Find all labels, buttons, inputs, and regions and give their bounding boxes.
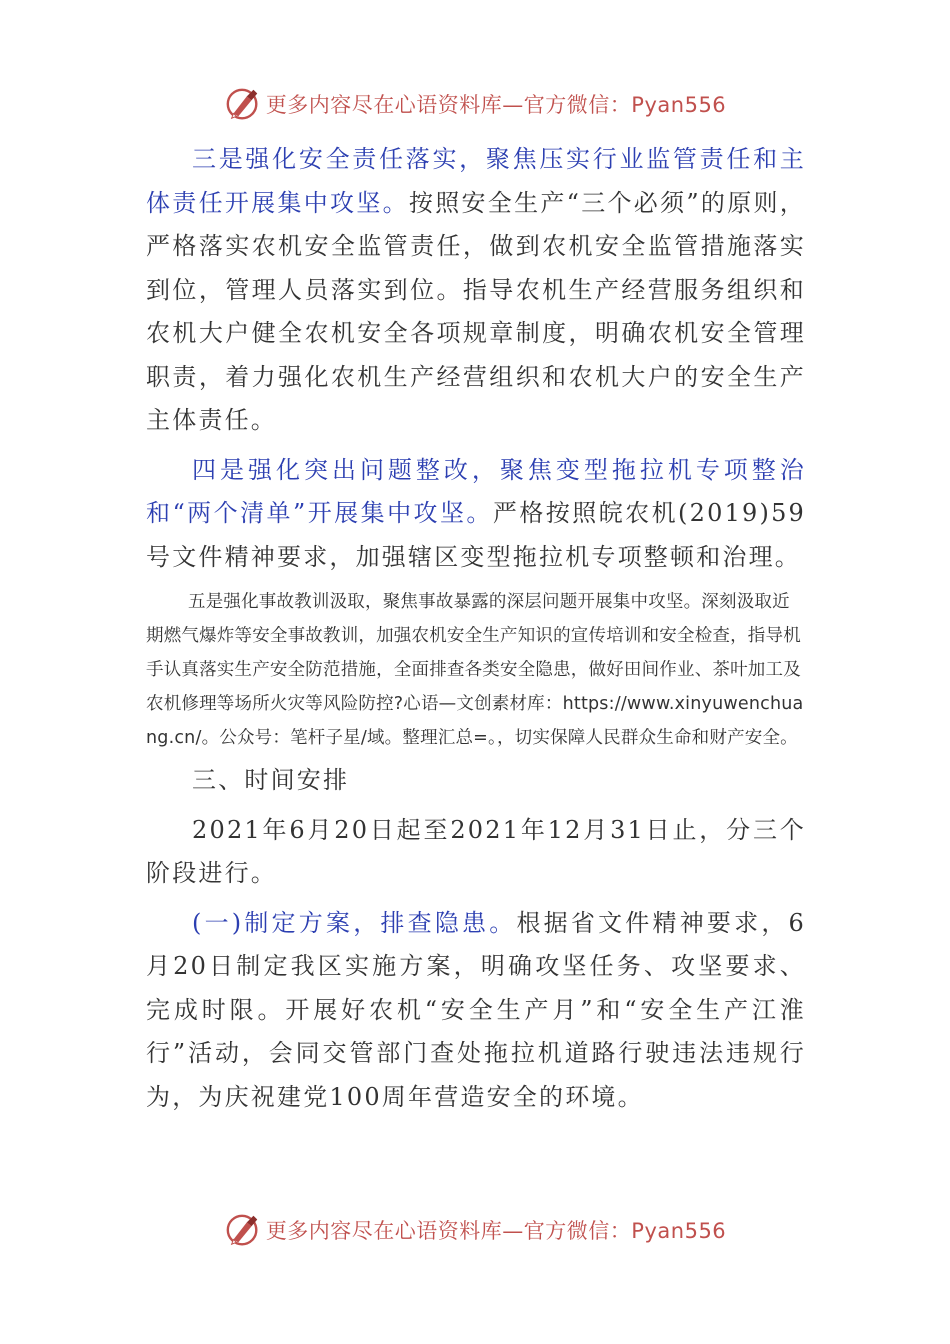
footer-banner: [0, 1210, 950, 1250]
pen-logo-icon: [224, 1211, 262, 1249]
paragraph-text: 严格按照皖农机(2019)59号文件精神要求，加强辖区变型拖拉机专项整顿和治理。: [146, 499, 807, 571]
paragraph-responsibility: [146, 138, 806, 443]
paragraph-stage-one: [146, 902, 806, 1120]
footer-banner-text: 更多内容尽在心语资料库—官方微信：Pyan556: [265, 1219, 727, 1243]
paragraph-text: 按照安全生产“三个必须”的原则，严格落实农机安全监管责任，做到农机安全监管措施落实到位，管理人员落实到位。指导农机生产经营服务组织和农机大户健全农机安全各项规章制度，明确农机安全管理职责，着力强化农机生产经营组织和农机大户的安全生产主体责任。: [146, 188, 806, 434]
paragraph-rectification: [146, 449, 806, 580]
document-body: [146, 138, 806, 1119]
pen-logo-icon: [224, 85, 262, 123]
paragraph-text: 根据省文件精神要求，6月20日制定我区实施方案，明确攻坚任务、攻坚要求、完成时限。开展好农机“安全生产月”和“安全生产江淮行”活动，会同交管部门查处拖拉机道路行驶违法违规行为，为庆祝建党100周年营造安全的环境。: [146, 908, 807, 1111]
paragraph-accident-lessons: 五是强化事故教训汲取，聚焦事故暴露的深层问题开展集中攻坚。深刻汲取近期燃气爆炸等安全事故教训，加强农机安全生产知识的宣传培训和安全检查，指导机手认真落实生产安全防范措施，全面排查各类安全隐患，做好田间作业、茶叶加工及农机修理等场所火灾等风险防控?心语—文创素材库：https://www.xinyuwenchuang.cn/。公众号：笔杆子星/域。整理汇总=。，切实保障人民群众生命和财产安全。: [146, 592, 804, 748]
paragraph-heading: 四是强化突出问题整改，聚焦变型拖拉机专项整治和“两个清单”开展集中攻坚。: [146, 455, 806, 527]
section-title-schedule: 三、时间安排: [192, 766, 350, 794]
header-banner-text: 更多内容尽在心语资料库—官方微信：Pyan556: [265, 93, 727, 117]
paragraph-schedule: 2021年6月20日起至2021年12月31日止，分三个阶段进行。: [146, 815, 806, 887]
paragraph-heading: 三是强化安全责任落实，聚焦压实行业监管责任和主体责任开展集中攻坚。: [146, 145, 806, 217]
paragraph-heading: (一)制定方案，排查隐患。: [192, 908, 517, 937]
header-banner: [0, 84, 950, 124]
